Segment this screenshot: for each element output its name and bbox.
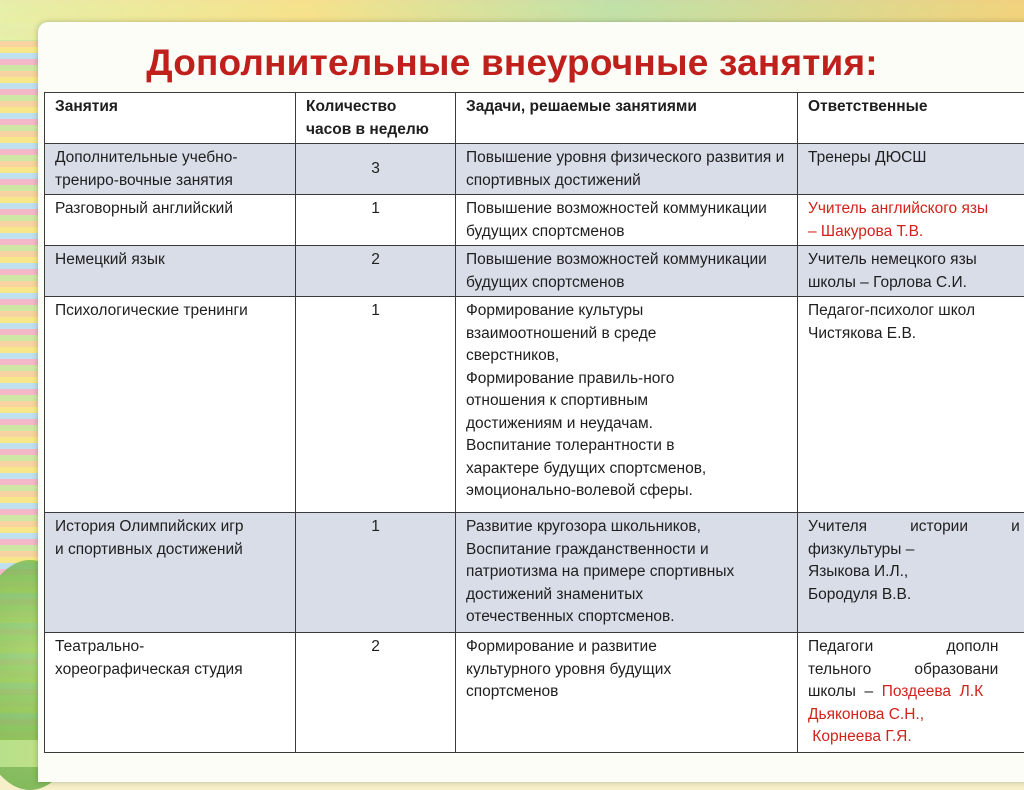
cell-tasks [456,633,798,753]
task-line: патриотизма на примере спортивных [466,561,787,584]
activity-line: История Олимпийских игр [55,516,285,539]
cell-tasks: Повышение уровня физического развития и спортивных достижений [456,144,798,195]
cell-hours: 1 [296,195,456,246]
activity-line: и спортивных достижений [55,539,285,562]
task-line: характере будущих спортсменов, [466,458,787,481]
responsible-line: Корнеева Г.Я. [808,726,1024,749]
task-line: культурного уровня будущих [466,659,787,682]
responsible-line: Бородуля В.В. [808,584,1024,607]
responsible-line: Языкова И.Л., [808,561,1024,584]
cell-responsible: Тренеры ДЮСШ [798,144,1024,195]
cell-responsible [798,297,1024,513]
responsible-line: Учителя истории и [808,516,1024,539]
header-activity: Занятия [45,93,296,144]
responsible-line: физкультуры – [808,539,1024,562]
task-line: эмоционально-волевой сферы. [466,480,787,503]
task-line: отечественных спортсменов. [466,606,787,629]
table-row [45,513,1024,633]
task-line: Формирование и развитие [466,636,787,659]
cell-hours [296,144,456,195]
task-line: отношения к спортивным [466,390,787,413]
responsible-line: Педагоги дополн [808,636,1024,659]
cell-tasks [456,297,798,513]
cell-activity: Психологические тренинги [45,297,296,513]
task-line: достижений знаменитых [466,584,787,607]
responsible-line: тельного образовани [808,659,1024,682]
cell-activity: Разговорный английский [45,195,296,246]
activity-line: хореографическая студия [55,659,285,682]
cell-hours: 1 [296,513,456,633]
hours-value: 3 [371,160,380,177]
cell-tasks [456,513,798,633]
activities-table [44,92,1024,753]
task-line: спортсменов [466,681,787,704]
cell-hours: 2 [296,633,456,753]
activity-line: Театрально- [55,636,285,659]
cell-activity: Немецкий язык [45,246,296,297]
responsible-highlight: Поздеева Л.К [882,683,983,700]
responsible-line: Чистякова Е.В. [808,323,1024,346]
header-tasks: Задачи, решаемые занятиями [456,93,798,144]
task-line: Воспитание гражданственности и [466,539,787,562]
task-line: взаимоотношений в среде [466,323,787,346]
table-row [45,297,1024,513]
table-header-row [45,93,1024,144]
table-row [45,246,1024,297]
cell-responsible [798,246,1024,297]
task-line: сверстников, [466,345,787,368]
task-line: Формирование правиль-ного [466,368,787,391]
responsible-prefix: школы – [808,683,882,700]
task-line: Воспитание толерантности в [466,435,787,458]
responsible-line: Учитель немецкого язы [808,249,1024,272]
header-responsible: Ответственные [798,93,1024,144]
responsible-line: Дьяконова С.Н., [808,704,1024,727]
cell-tasks: Повышение возможностей коммуникации будущих спортсменов [456,195,798,246]
cell-hours: 2 [296,246,456,297]
header-hours: Количество часов в неделю [296,93,456,144]
cell-activity: Дополнительные учебно-трениро-вочные занятия [45,144,296,195]
task-line: Развитие кругозора школьников, [466,516,787,539]
slide-title: Дополнительные внеурочные занятия: [0,42,1024,84]
cell-responsible [798,513,1024,633]
table-row [45,144,1024,195]
cell-responsible [798,195,1024,246]
task-line: Формирование культуры [466,300,787,323]
responsible-line [808,681,1024,704]
responsible-line: Учитель английского язы [808,198,1024,221]
cell-hours: 1 [296,297,456,513]
responsible-line: Педагог-психолог школ [808,300,1024,323]
table-row [45,195,1024,246]
cell-tasks: Повышение возможностей коммуникации будущих спортсменов [456,246,798,297]
responsible-line: школы – Горлова С.И. [808,272,1024,295]
cell-activity [45,513,296,633]
responsible-line: – Шакурова Т.В. [808,221,1024,244]
cell-activity [45,633,296,753]
cell-responsible [798,633,1024,753]
task-line: достижениям и неудачам. [466,413,787,436]
table-row [45,633,1024,753]
